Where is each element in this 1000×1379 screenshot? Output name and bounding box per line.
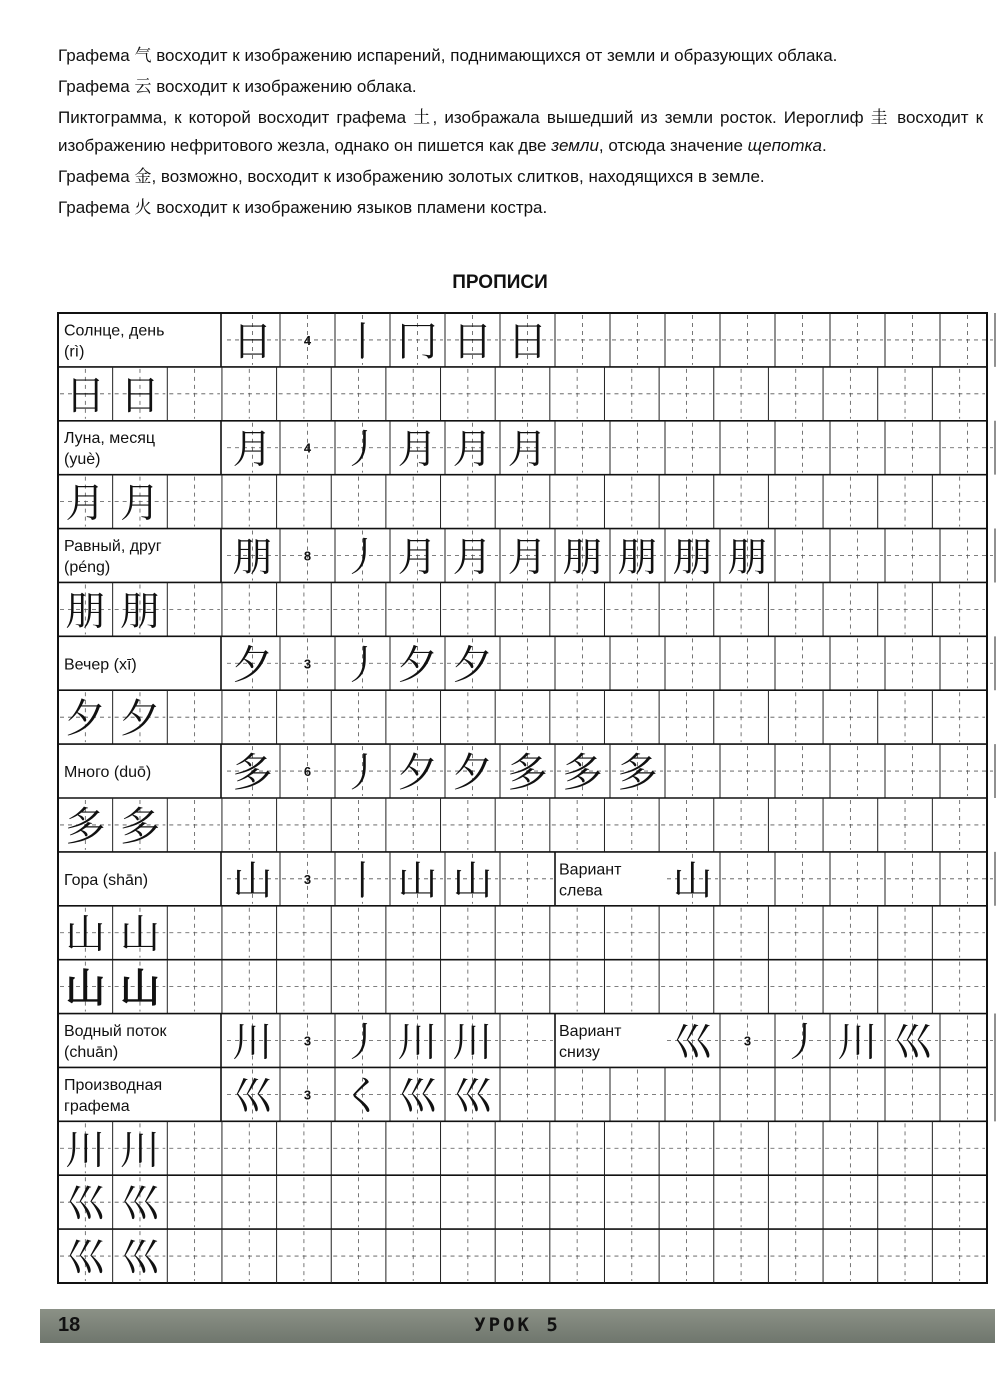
stroke-count: 3 (303, 656, 312, 672)
stroke-step: 朋 (727, 534, 768, 581)
stroke-step: 丿 (782, 1019, 823, 1066)
paragraph: Пиктограмма, к которой восходит графема 土, изображала вышедший из земли росток. Иероглиф 圭 восходит к изображению нефритового жезла, однако он пишется как две земли, отсюда значение щепотка. (58, 108, 984, 155)
page-number: 18 (58, 1314, 81, 1336)
stroke-step: 山 (672, 857, 713, 904)
stroke-count: 3 (303, 1033, 312, 1049)
practice-character: 夕 (119, 696, 160, 743)
model-character: 夕 (232, 642, 273, 689)
stroke-step: 月 (507, 426, 548, 473)
model-character: 川 (232, 1019, 273, 1066)
stroke-step: 夕 (452, 642, 493, 689)
stroke-step: 川 (452, 1019, 493, 1066)
stroke-count: 3 (303, 871, 312, 887)
stroke-step: 夕 (397, 750, 438, 797)
model-character: 多 (232, 750, 273, 797)
stroke-step: 朋 (672, 534, 713, 581)
stroke-step: 川 (837, 1019, 878, 1066)
paragraph: Графема 云 восходит к изображению облака. (58, 77, 417, 97)
row-label: (rì) (64, 343, 85, 361)
practice-character: 日 (65, 372, 106, 419)
practice-character: 山 (119, 911, 160, 958)
row-label: (yuè) (64, 451, 101, 469)
stroke-step: 丿 (342, 534, 383, 581)
stroke-step: 多 (617, 750, 658, 797)
stroke-count: 4 (303, 440, 312, 456)
stroke-step: 夕 (452, 750, 493, 797)
paragraph: Графема 火 восходит к изображению языков пламени костра. (58, 198, 548, 218)
stroke-step: 月 (452, 426, 493, 473)
stroke-count: 4 (303, 332, 312, 348)
row-label: Вечер (xī) (64, 656, 137, 674)
row-label: (péng) (64, 559, 111, 576)
row-label: Производная (64, 1076, 163, 1094)
stroke-step: 川 (397, 1019, 438, 1066)
stroke-step: く (342, 1073, 383, 1120)
practice-character: 川 (65, 1127, 106, 1174)
stroke-step: 丿 (342, 426, 383, 473)
stroke-count: 3 (303, 1087, 312, 1103)
row-label: графема (64, 1097, 130, 1115)
stroke-step: 日 (452, 318, 493, 365)
model-character: 月 (232, 426, 273, 473)
practice-character: 巛 (119, 1235, 160, 1282)
stroke-step: 巛 (892, 1019, 933, 1066)
paragraph: Графема 金, возможно, восходит к изображению золотых слитков, находящихся в земле. (58, 167, 765, 187)
stroke-step: 月 (397, 534, 438, 581)
row-label: Водный поток (64, 1023, 167, 1040)
model-character: 朋 (232, 534, 273, 581)
row-label: (chuān) (64, 1044, 119, 1061)
practice-character: 朋 (119, 588, 160, 635)
practice-character: 夕 (65, 696, 106, 743)
stroke-count: 8 (303, 548, 312, 564)
stroke-step: 丿 (342, 642, 383, 689)
practice-character: 巛 (119, 1181, 160, 1228)
section-title: ПРОПИСИ (452, 272, 548, 293)
stroke-step: 夕 (397, 642, 438, 689)
stroke-step: 冂 (397, 318, 438, 365)
stroke-step: 山 (397, 857, 438, 904)
stroke-step: 月 (452, 534, 493, 581)
practice-character: 朋 (65, 588, 106, 635)
model-character: 山 (232, 857, 273, 904)
practice-character: 多 (65, 803, 106, 850)
stroke-step: 月 (397, 426, 438, 473)
practice-character: 巛 (65, 1181, 106, 1228)
stroke-step: 朋 (617, 534, 658, 581)
practice-character: 月 (119, 480, 160, 527)
row-label: Солнце, день (64, 322, 165, 340)
stroke-step: 朋 (562, 534, 603, 581)
row-label: Гора (shān) (64, 871, 149, 889)
row-label: Луна, месяц (64, 430, 156, 448)
practice-character: 山 (65, 911, 106, 958)
variant-label: слева (559, 882, 603, 900)
stroke-step: 多 (562, 750, 603, 797)
stroke-count: 3 (743, 1033, 752, 1049)
paragraph: Графема 气 восходит к изображению испарений, поднимающихся от земли и образующих облака. (58, 46, 838, 66)
stroke-count: 6 (303, 764, 312, 780)
page-footer (40, 1309, 995, 1343)
stroke-step: 丨 (342, 318, 383, 365)
practice-character: 多 (119, 803, 160, 850)
variant-label: снизу (559, 1044, 600, 1061)
lesson-label: УРОК 5 (474, 1314, 561, 1336)
stroke-step: 多 (507, 750, 548, 797)
practice-character: 日 (119, 372, 160, 419)
variant-label: Вариант (559, 1023, 622, 1040)
stroke-step: 巛 (452, 1073, 493, 1120)
practice-character: 山 (65, 965, 106, 1012)
stroke-step: 月 (507, 534, 548, 581)
stroke-step: 丨 (342, 857, 383, 904)
variant-label: Вариант (559, 861, 622, 879)
stroke-step: 巛 (672, 1019, 713, 1066)
row-label: Равный, друг (64, 538, 162, 555)
practice-character: 川 (119, 1127, 160, 1174)
practice-character: 月 (65, 480, 106, 527)
model-character: 巛 (232, 1073, 273, 1120)
practice-character: 山 (119, 965, 160, 1012)
practice-character: 巛 (65, 1235, 106, 1282)
stroke-step: 丿 (342, 1019, 383, 1066)
row-label: Много (duō) (64, 764, 152, 782)
stroke-step: 巛 (397, 1073, 438, 1120)
model-character: 日 (232, 318, 273, 365)
stroke-step: 山 (452, 857, 493, 904)
stroke-step: 丿 (342, 750, 383, 797)
stroke-step: 日 (507, 318, 548, 365)
